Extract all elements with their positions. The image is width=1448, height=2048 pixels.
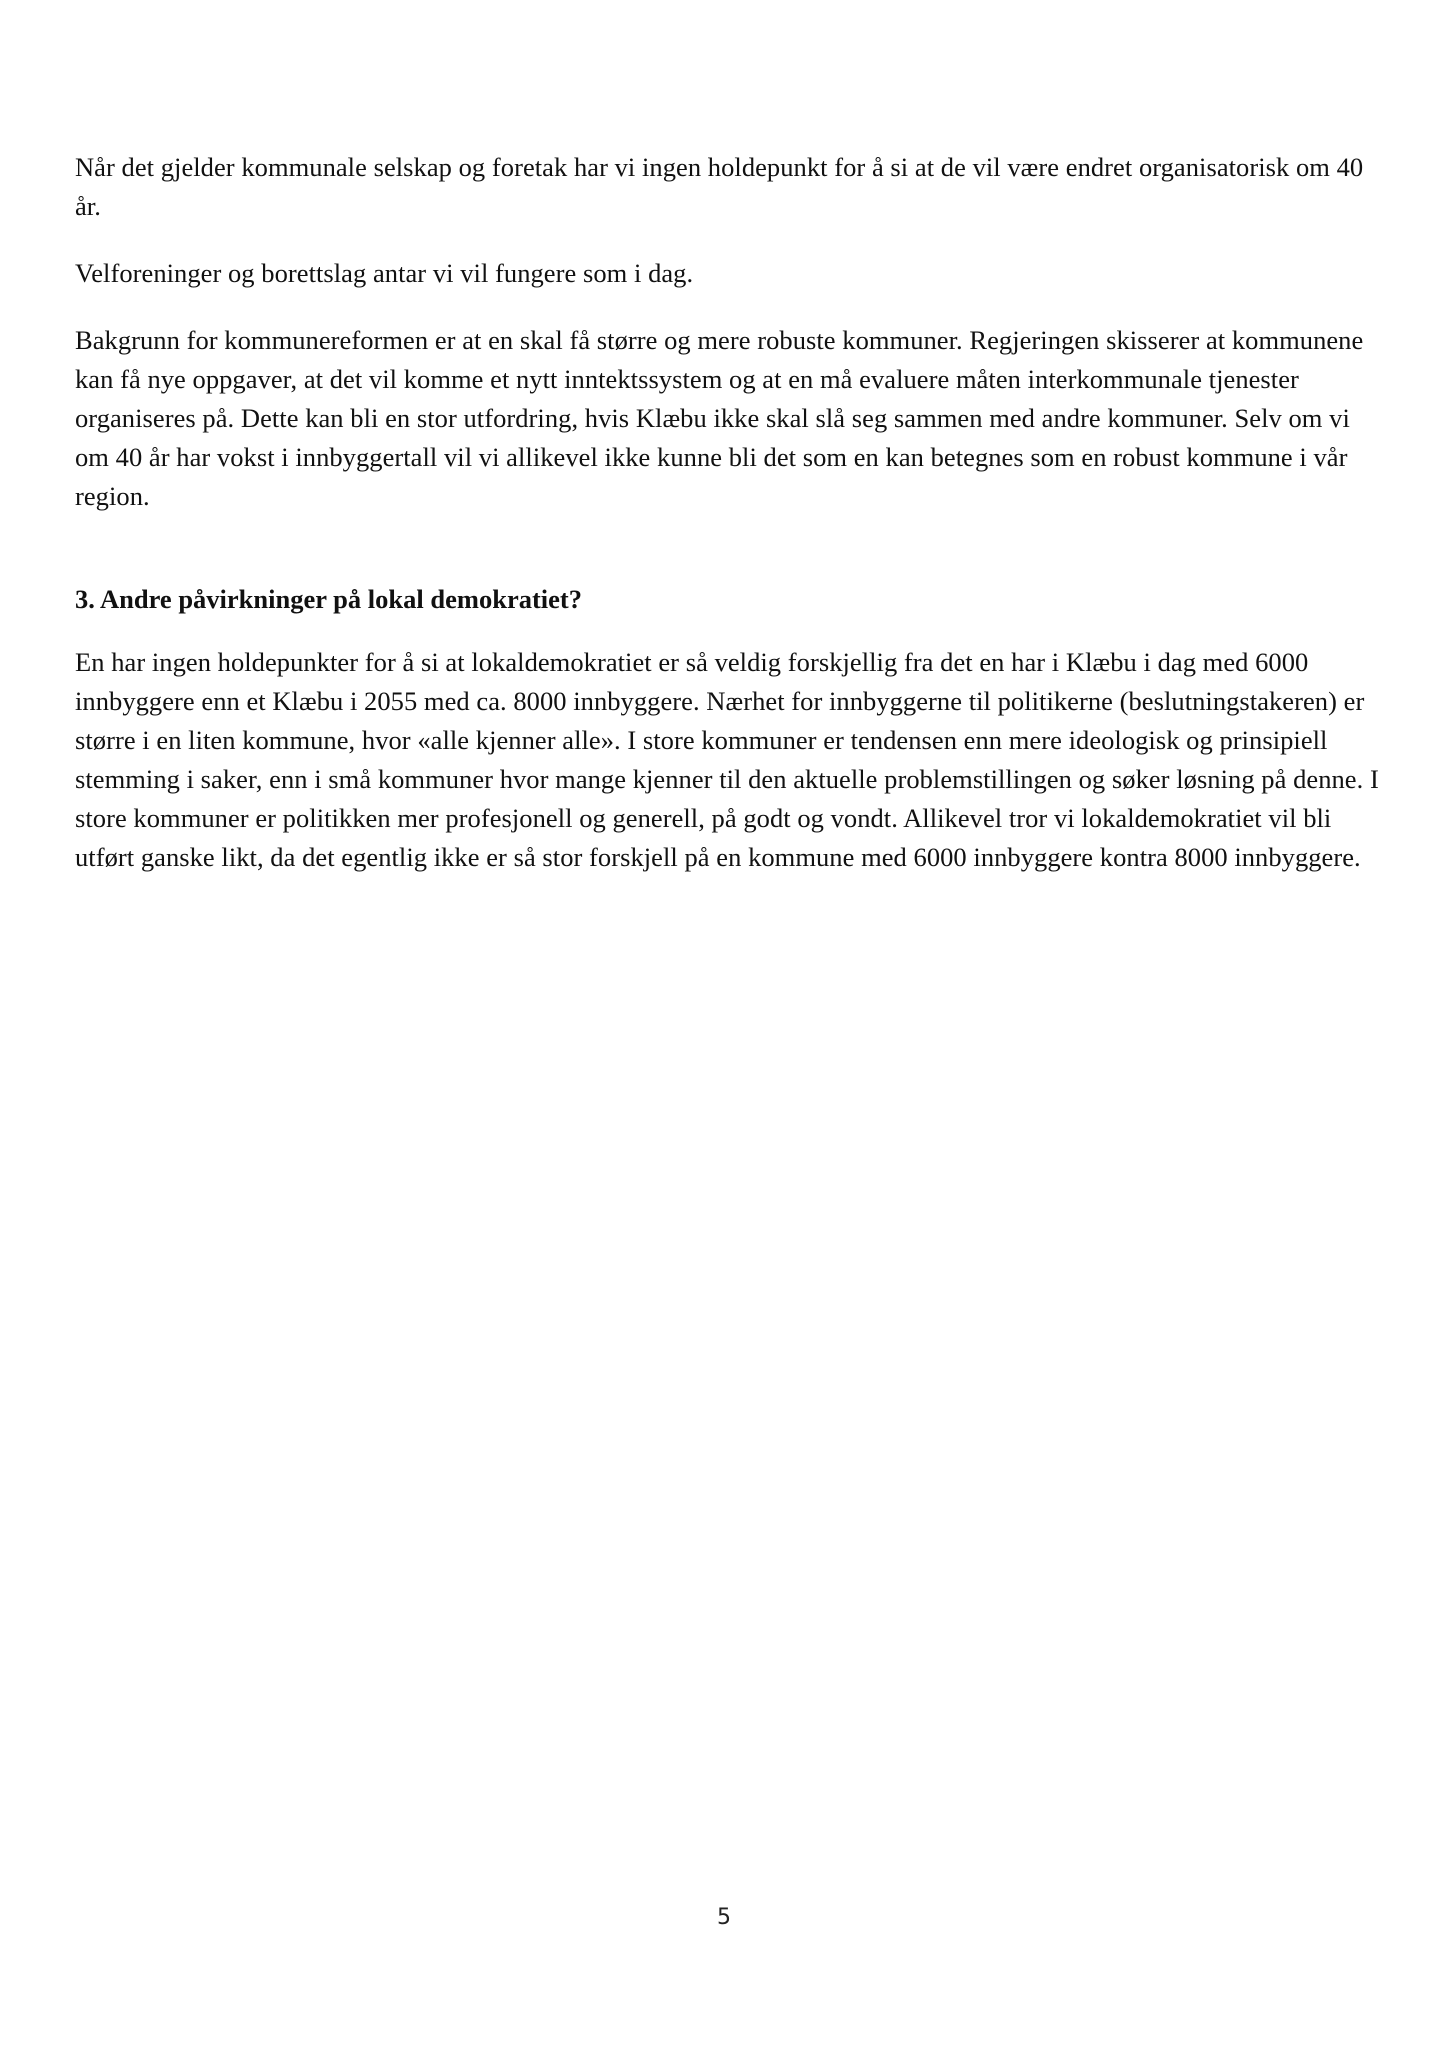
paragraph-municipal-reform: Bakgrunn for kommunereformen er at en skal få større og mere robuste kommuner. Regjeringen skisserer at kommunene kan få nye oppgaver, at det vil komme et nytt inntektssystem og at en må evaluere måten interkommunale tjenester organiseres på. Dette kan bli en stor utfordring, hvis Klæbu ikke skal slå seg sammen med andre kommuner. Selv om vi om 40 år har vokst i innbyggertall vil vi allikevel ikke kunne bli det som en kan betegnes som en robust kommune i vår region. [75,325,1364,511]
paragraph-local-democracy: En har ingen holdepunkter for å si at lokaldemokratiet er så veldig forskjellig fra det en har i Klæbu i dag med 6000 innbyggere enn et Klæbu i 2055 med ca. 8000 innbyggere. Nærhet for innbyggerne til politikerne (beslutningstakeren) er større i en liten kommune, hvor «alle kjenner alle». I store kommuner er tendensen enn mere ideologisk og prinsipiell stemming i saker, enn i små kommuner hvor mange kjenner til den aktuelle problemstillingen og søker løsning på denne. I store kommuner er politikken mer profesjonell og generell, på godt og vondt. Allikevel tror vi lokaldemokratiet vil bli utført ganske likt, da det egentlig ikke er så stor forskjell på en kommune med 6000 innbyggere kontra 8000 innbyggere. [75,647,1379,872]
document-body [75,148,1385,905]
paragraph-associations: Velforeninger og borettslag antar vi vil fungere som i dag. [75,258,694,288]
page-number: 5 [717,1905,731,1930]
paragraph-companies: Når det gjelder kommunale selskap og foretak har vi ingen holdepunkt for å si at de vil være endret organisatorisk om 40 år. [75,152,1364,221]
section-heading: 3. Andre påvirkninger på lokal demokratiet? [75,584,582,614]
